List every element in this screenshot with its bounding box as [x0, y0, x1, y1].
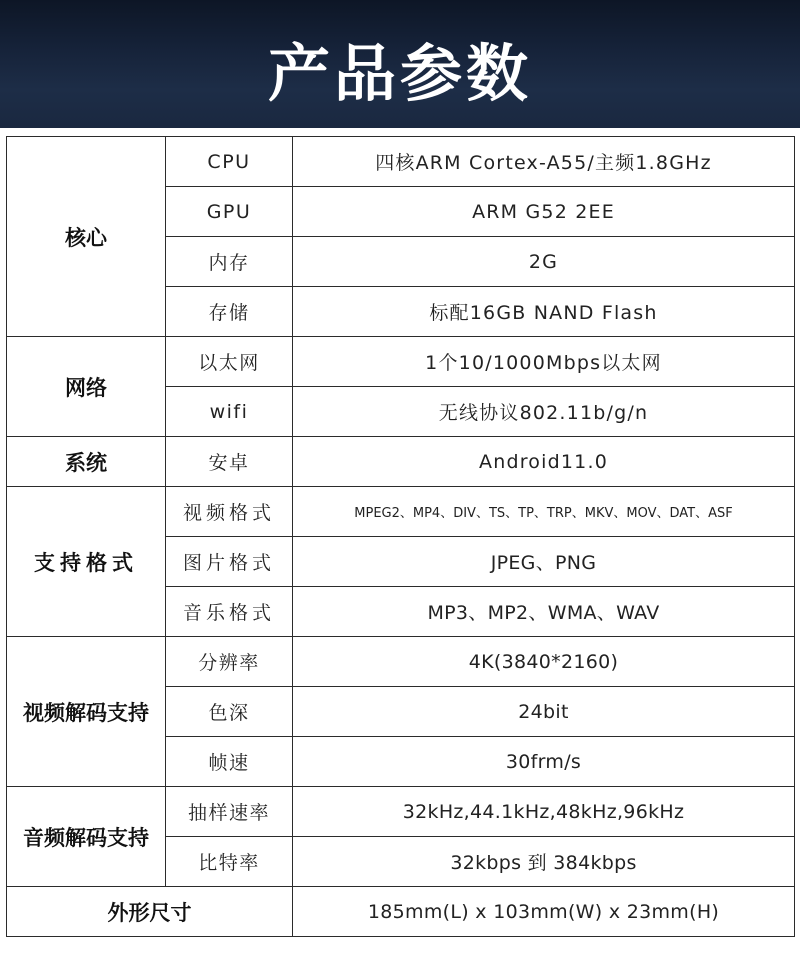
category-core: 核心 — [7, 137, 166, 337]
spec-key-sample-rate: 抽样速率 — [166, 787, 293, 837]
spec-key-gpu: GPU — [166, 187, 293, 237]
spec-table — [6, 136, 795, 937]
spec-key-bitrate: 比特率 — [166, 837, 293, 887]
spec-value-ethernet: 1个10/1000Mbps以太网 — [293, 337, 795, 387]
table-row — [7, 787, 795, 837]
spec-value-audio-format: MP3、MP2、WMA、WAV — [293, 587, 795, 637]
spec-key-video-format: 视频格式 — [166, 487, 293, 537]
page-title: 产品参数 — [267, 36, 532, 110]
category-dimensions: 外形尺寸 — [7, 887, 293, 937]
category-audio-decode: 音频解码支持 — [7, 787, 166, 887]
table-row — [7, 487, 795, 537]
spec-value-storage: 标配16GB NAND Flash — [293, 287, 795, 337]
spec-value-cpu: 四核ARM Cortex-A55/主频1.8GHz — [293, 137, 795, 187]
category-system: 系统 — [7, 437, 166, 487]
spec-key-audio-format: 音乐格式 — [166, 587, 293, 637]
spec-value-frame-rate: 30frm/s — [293, 737, 795, 787]
spec-value-color-depth: 24bit — [293, 687, 795, 737]
table-row — [7, 637, 795, 687]
category-network: 网络 — [7, 337, 166, 437]
spec-value-image-format: JPEG、PNG — [293, 537, 795, 587]
spec-value-wifi: 无线协议802.11b/g/n — [293, 387, 795, 437]
spec-key-image-format: 图片格式 — [166, 537, 293, 587]
spec-key-wifi: wifi — [166, 387, 293, 437]
spec-key-ethernet: 以太网 — [166, 337, 293, 387]
spec-value-sample-rate: 32kHz,44.1kHz,48kHz,96kHz — [293, 787, 795, 837]
table-row — [7, 137, 795, 187]
spec-value-resolution: 4K(3840*2160) — [293, 637, 795, 687]
header-banner — [0, 0, 800, 128]
spec-value-memory: 2G — [293, 237, 795, 287]
spec-key-android: 安卓 — [166, 437, 293, 487]
spec-key-memory: 内存 — [166, 237, 293, 287]
table-row — [7, 337, 795, 387]
spec-key-resolution: 分辨率 — [166, 637, 293, 687]
spec-value-video-format: MPEG2、MP4、DIV、TS、TP、TRP、MKV、MOV、DAT、ASF — [293, 487, 795, 537]
spec-value-gpu: ARM G52 2EE — [293, 187, 795, 237]
category-video-decode: 视频解码支持 — [7, 637, 166, 787]
table-row — [7, 887, 795, 937]
spec-key-cpu: CPU — [166, 137, 293, 187]
spec-key-storage: 存储 — [166, 287, 293, 337]
spec-key-color-depth: 色深 — [166, 687, 293, 737]
spec-value-android: Android11.0 — [293, 437, 795, 487]
spec-key-frame-rate: 帧速 — [166, 737, 293, 787]
spec-value-bitrate: 32kbps 到 384kbps — [293, 837, 795, 887]
table-row — [7, 437, 795, 487]
category-formats: 支持格式 — [7, 487, 166, 637]
spec-value-dimensions: 185mm(L) x 103mm(W) x 23mm(H) — [293, 887, 795, 937]
